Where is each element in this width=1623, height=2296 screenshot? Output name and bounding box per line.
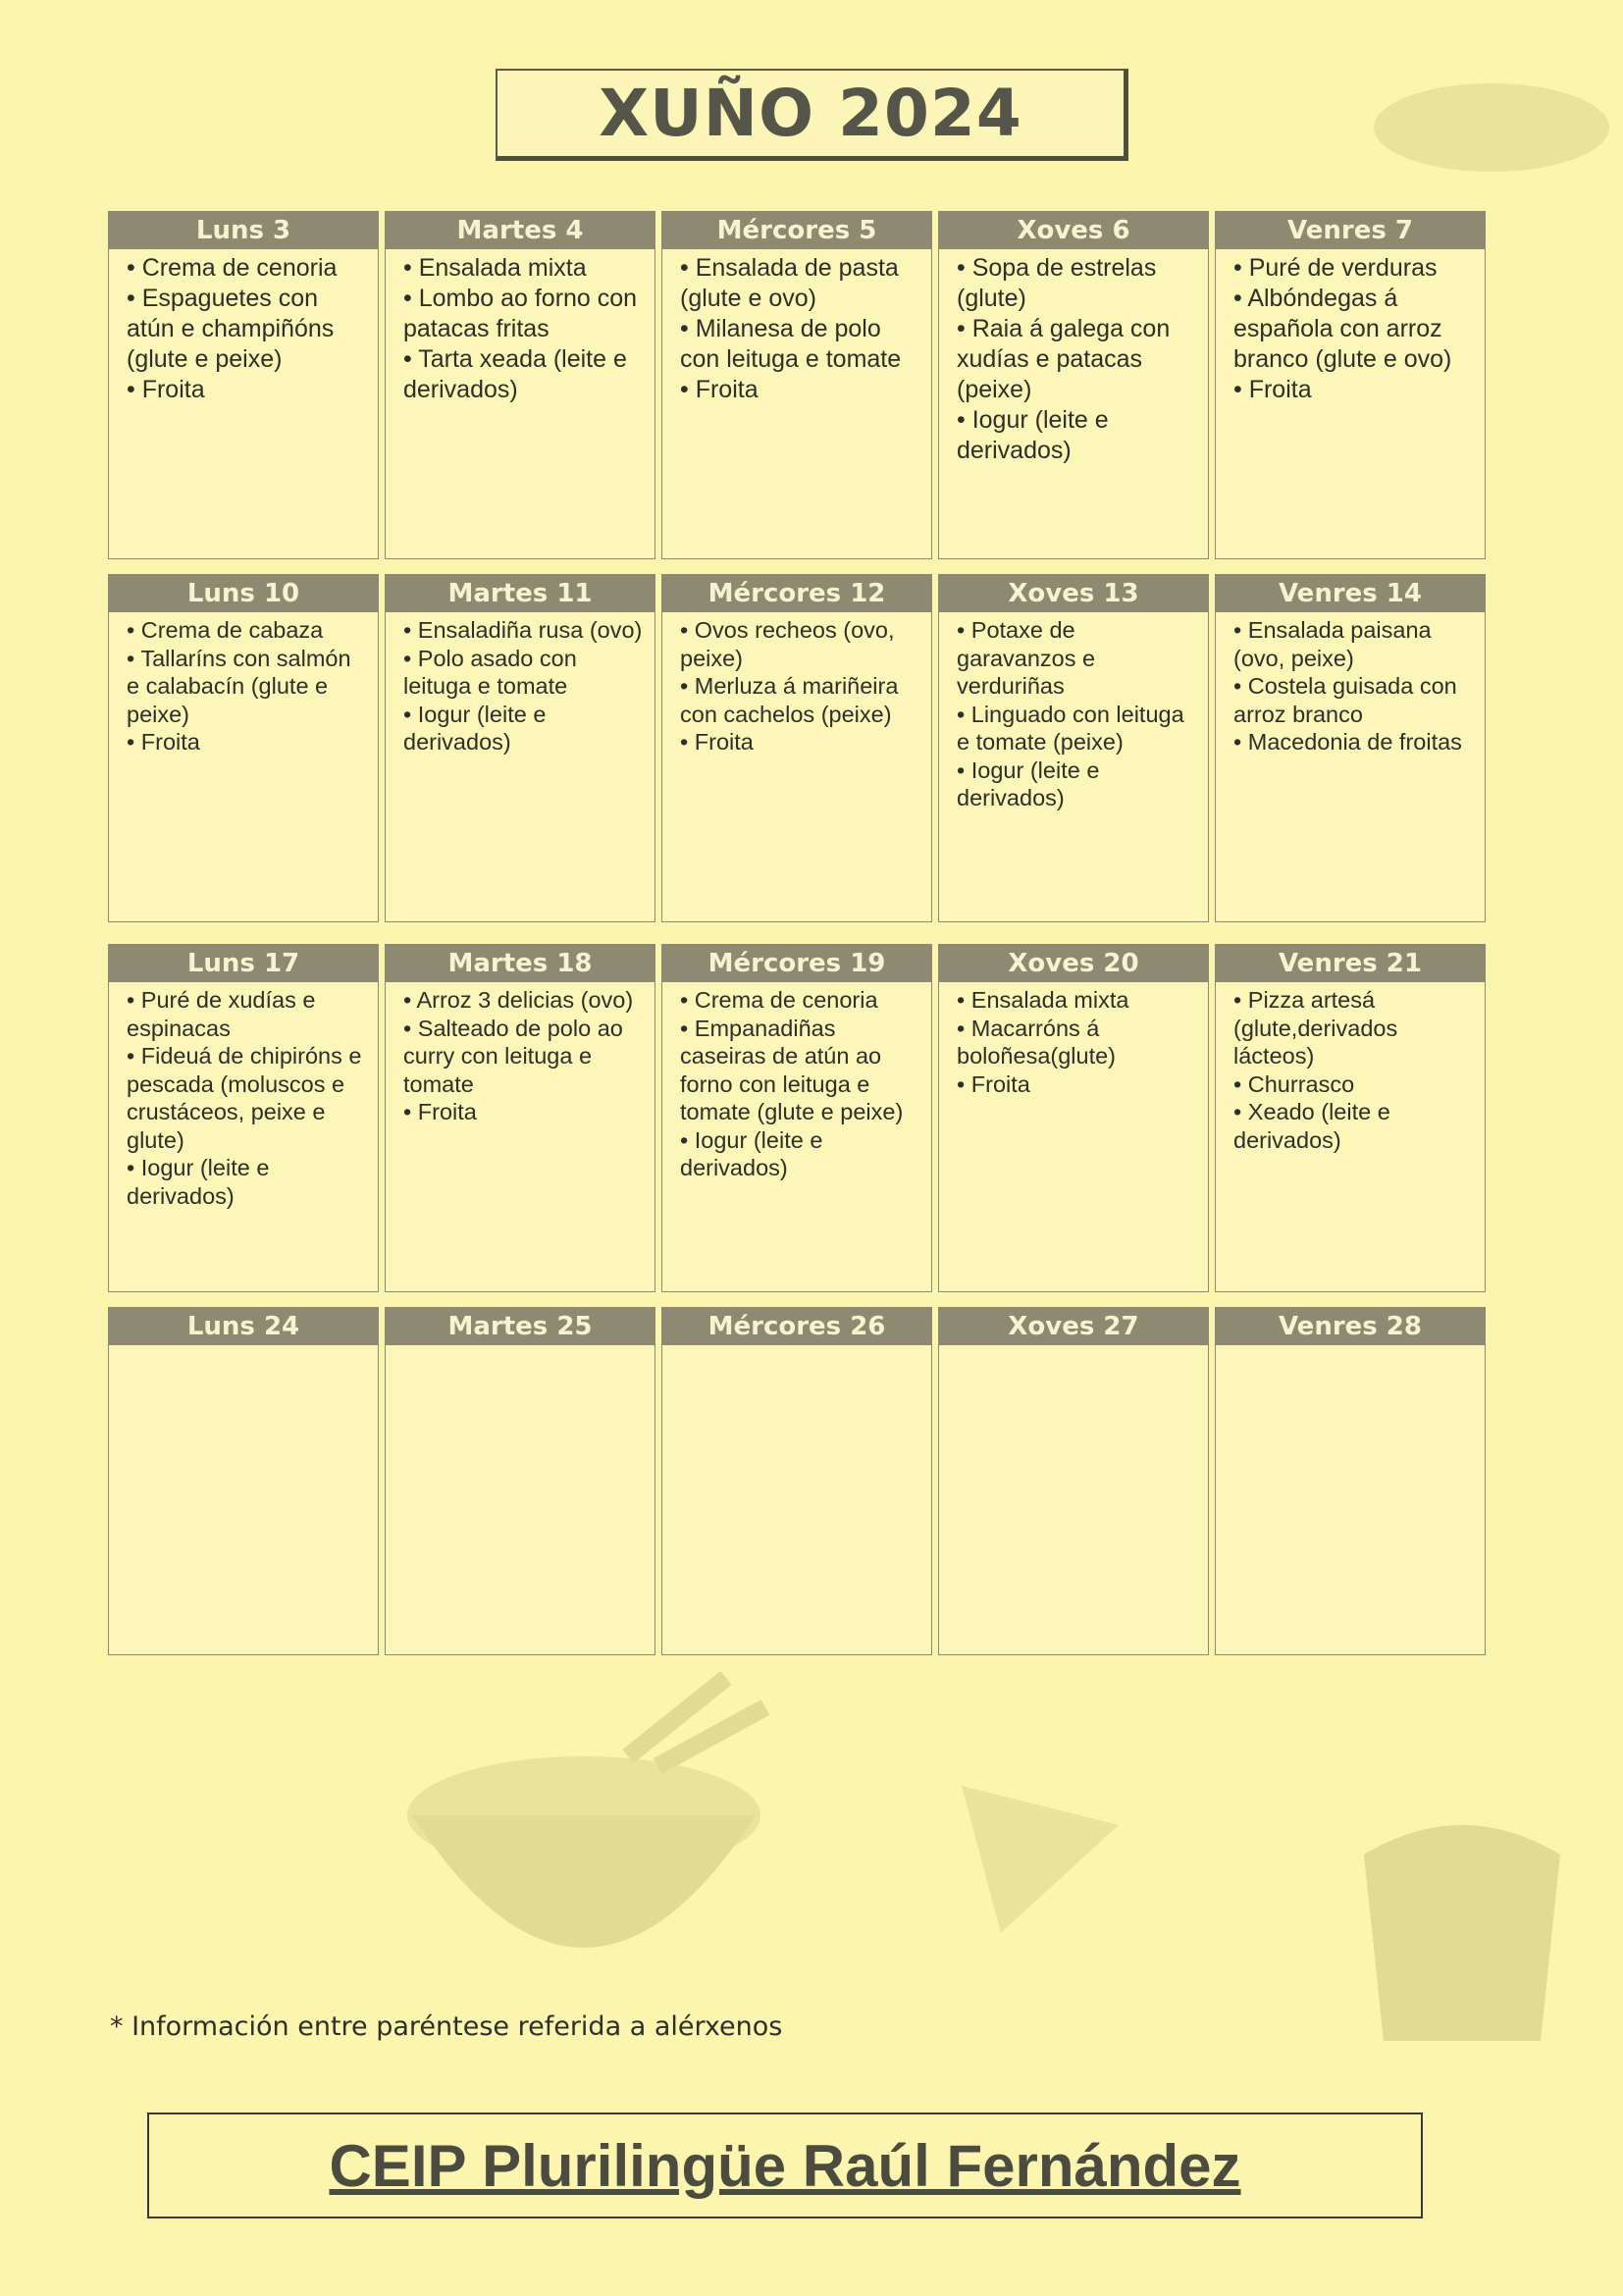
menu-item: • Ensalada de pasta (glute e ovo) (680, 253, 921, 314)
day-header: Venres 28 (1216, 1308, 1485, 1345)
day-header: Mércores 12 (662, 575, 931, 612)
day-header: Xoves 20 (939, 945, 1208, 982)
menu-item: • Linguado con leituga e tomate (peixe) (957, 701, 1198, 757)
menu-item: • Costela guisada con arroz branco (1233, 672, 1475, 728)
school-name: CEIP Plurilingüe Raúl Fernández (329, 2132, 1241, 2199)
menu-item: • Iogur (leite e derivados) (957, 405, 1198, 466)
menu-list (662, 1345, 931, 1349)
day-header: Luns 3 (109, 212, 378, 249)
menu-list (109, 249, 378, 405)
day-header: Xoves 27 (939, 1308, 1208, 1345)
menu-list (386, 612, 654, 757)
menu-list (1216, 612, 1485, 757)
menu-item: • Crema de cenoria (680, 986, 921, 1015)
day-cell (661, 574, 932, 922)
menu-item: • Milanesa de polo con leituga e tomate (680, 314, 921, 375)
menu-item: • Ensalada paisana (ovo, peixe) (1233, 616, 1475, 672)
day-header: Venres 7 (1216, 212, 1485, 249)
day-cell (661, 944, 932, 1292)
day-cell (385, 211, 655, 559)
menu-item: • Froita (680, 728, 921, 757)
menu-list (939, 982, 1208, 1098)
day-cell (108, 574, 379, 922)
day-cell (661, 211, 932, 559)
menu-item: • Iogur (leite e derivados) (680, 1126, 921, 1182)
menu-item: • Raia á galega con xudías e patacas (peixe) (957, 314, 1198, 405)
day-cell (661, 1307, 932, 1655)
day-cell (1215, 574, 1486, 922)
day-header: Martes 18 (386, 945, 654, 982)
menu-list (1216, 982, 1485, 1154)
menu-list (1216, 1345, 1485, 1349)
menu-list (662, 249, 931, 405)
menu-item: • Tarta xeada (leite e derivados) (403, 344, 645, 405)
menu-item: • Froita (127, 728, 368, 757)
day-header: Luns 10 (109, 575, 378, 612)
day-header: Xoves 13 (939, 575, 1208, 612)
day-header: Venres 14 (1216, 575, 1485, 612)
bowl-illustration (373, 1668, 795, 1992)
menu-item: • Ensaladiña rusa (ovo) (403, 616, 645, 645)
day-cell (938, 944, 1209, 1292)
menu-list (386, 249, 654, 405)
menu-item: • Puré de verduras (1233, 253, 1475, 284)
day-cell (1215, 944, 1486, 1292)
day-header: Martes 25 (386, 1308, 654, 1345)
menu-item: • Macarróns á boloñesa(glute) (957, 1015, 1198, 1070)
menu-item: • Albóndegas á española con arroz branco (glute e ovo) (1233, 284, 1475, 375)
menu-item: • Salteado de polo ao curry con leituga e tomate (403, 1015, 645, 1099)
menu-item: • Crema de cenoria (127, 253, 368, 284)
menu-list (386, 1345, 654, 1349)
allergen-note: * Información entre paréntese referida a alérxenos (110, 2011, 783, 2042)
leaf-illustration (1364, 49, 1619, 206)
menu-item: • Sopa de estrelas (glute) (957, 253, 1198, 314)
cup-illustration (1344, 1796, 1580, 2051)
day-header: Mércores 26 (662, 1308, 931, 1345)
menu-list (662, 612, 931, 757)
school-name-box (147, 2113, 1423, 2218)
carrot-illustration (942, 1747, 1138, 1943)
day-header: Venres 21 (1216, 945, 1485, 982)
day-cell (108, 211, 379, 559)
menu-item: • Polo asado con leituga e tomate (403, 645, 645, 701)
menu-item: • Espaguetes con atún e champiñóns (glute e peixe) (127, 284, 368, 375)
menu-list (1216, 249, 1485, 405)
menu-item: • Xeado (leite e derivados) (1233, 1098, 1475, 1154)
menu-list (109, 1345, 378, 1349)
menu-item: • Arroz 3 delicias (ovo) (403, 986, 645, 1015)
menu-item: • Froita (1233, 375, 1475, 405)
day-header: Luns 24 (109, 1308, 378, 1345)
menu-list (386, 982, 654, 1126)
menu-item: • Iogur (leite e derivados) (403, 701, 645, 757)
day-cell (1215, 1307, 1486, 1655)
day-cell (1215, 211, 1486, 559)
menu-item: • Froita (403, 1098, 645, 1126)
menu-item: • Iogur (leite e derivados) (127, 1154, 368, 1210)
menu-item: • Iogur (leite e derivados) (957, 757, 1198, 812)
menu-item: • Macedonia de froitas (1233, 728, 1475, 757)
day-header: Mércores 19 (662, 945, 931, 982)
day-header: Xoves 6 (939, 212, 1208, 249)
menu-item: • Ensalada mixta (957, 986, 1198, 1015)
day-header: Luns 17 (109, 945, 378, 982)
menu-item: • Tallaríns con salmón e calabacín (glute e peixe) (127, 645, 368, 729)
page-title-box (496, 69, 1128, 161)
day-cell (938, 1307, 1209, 1655)
menu-item: • Ensalada mixta (403, 253, 645, 284)
day-header: Martes 11 (386, 575, 654, 612)
day-cell (938, 211, 1209, 559)
menu-list (109, 612, 378, 757)
menu-item: • Potaxe de garavanzos e verduriñas (957, 616, 1198, 701)
menu-item: • Pizza artesá (glute,derivados lácteos) (1233, 986, 1475, 1070)
menu-item: • Froita (680, 375, 921, 405)
menu-list (939, 249, 1208, 466)
menu-item: • Froita (957, 1070, 1198, 1099)
menu-list (939, 612, 1208, 812)
menu-item: • Puré de xudías e espinacas (127, 986, 368, 1042)
day-cell (108, 1307, 379, 1655)
day-cell (385, 944, 655, 1292)
page-title: XUÑO 2024 (599, 76, 1022, 151)
menu-item: • Merluza á mariñeira con cachelos (peixe) (680, 672, 921, 728)
menu-list (109, 982, 378, 1210)
menu-item: • Crema de cabaza (127, 616, 368, 645)
day-cell (108, 944, 379, 1292)
menu-item: • Ovos recheos (ovo, peixe) (680, 616, 921, 672)
day-cell (385, 1307, 655, 1655)
day-cell (938, 574, 1209, 922)
menu-list (662, 982, 931, 1182)
day-cell (385, 574, 655, 922)
day-header: Mércores 5 (662, 212, 931, 249)
menu-item: • Empanadiñas caseiras de atún ao forno con leituga e tomate (glute e peixe) (680, 1015, 921, 1126)
menu-list (939, 1345, 1208, 1349)
menu-item: • Froita (127, 375, 368, 405)
menu-item: • Fideuá de chipiróns e pescada (moluscos e crustáceos, peixe e glute) (127, 1042, 368, 1154)
menu-item: • Churrasco (1233, 1070, 1475, 1099)
day-header: Martes 4 (386, 212, 654, 249)
menu-item: • Lombo ao forno con patacas fritas (403, 284, 645, 344)
